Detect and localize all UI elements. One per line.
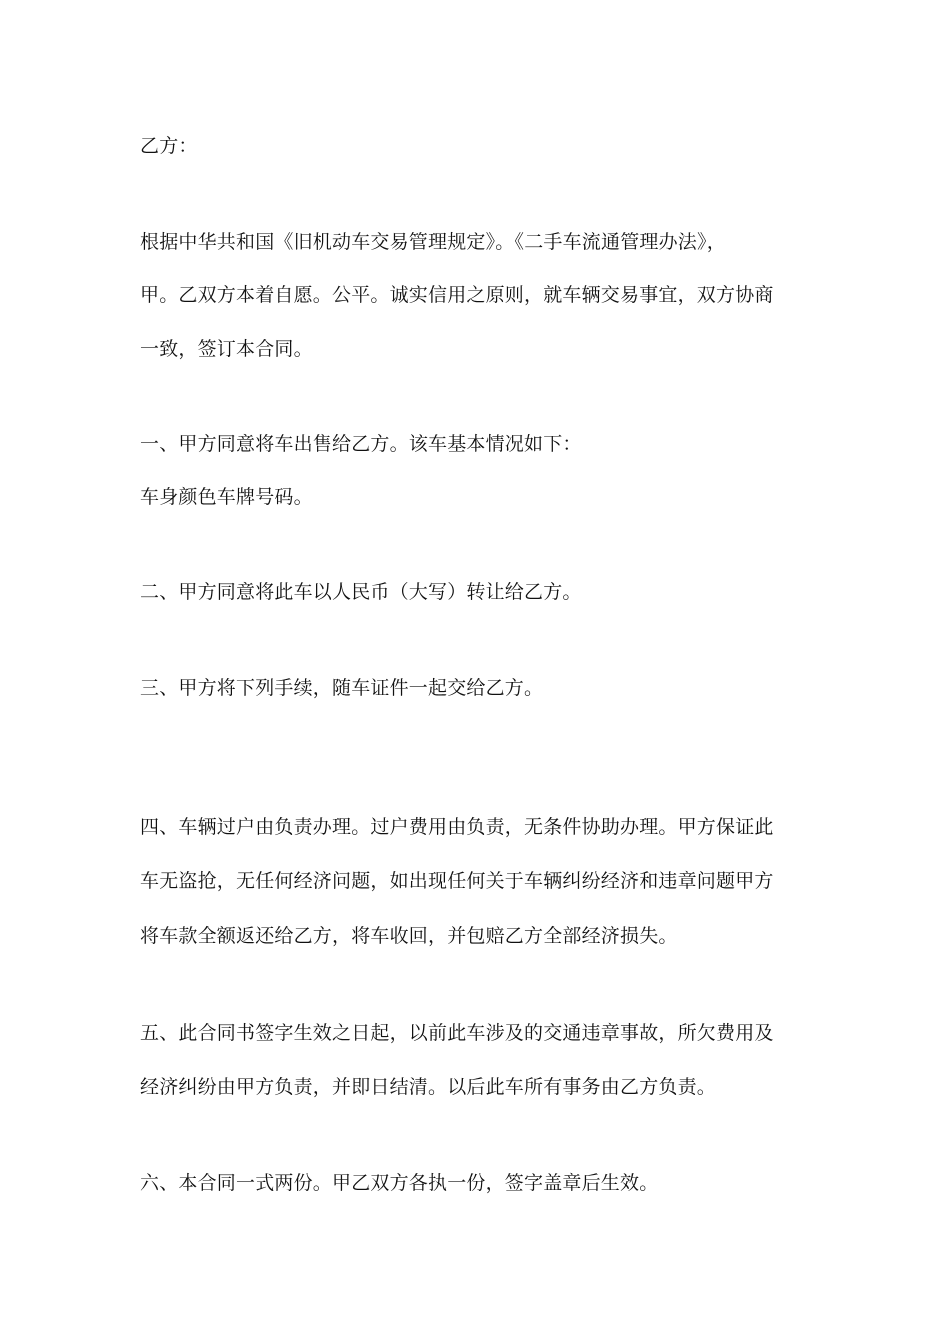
clause-3-line-1: 三、甲方将下列手续，随车证件一起交给乙方。	[140, 677, 544, 699]
preamble-line-3: 一致，签订本合同。	[140, 338, 313, 360]
clause-1-line-1: 一、甲方同意将车出售给乙方。该车基本情况如下：	[140, 433, 582, 455]
clause-2-line-1: 二、甲方同意将此车以人民币（大写）转让给乙方。	[140, 581, 582, 603]
clause-5-line-1: 五、此合同书签字生效之日起，以前此车涉及的交通违章事故，所欠费用及	[140, 1022, 774, 1044]
clause-4-line-1: 四、车辆过户由负责办理。过户费用由负责，无条件协助办理。甲方保证此	[140, 816, 774, 838]
clause-4-line-3: 将车款全额返还给乙方，将车收回，并包赔乙方全部经济损失。	[140, 925, 678, 947]
clause-1-line-2: 车身颜色车牌号码。	[140, 486, 313, 508]
party-b-label: 乙方：	[140, 135, 198, 157]
clause-4-line-2: 车无盗抢，无任何经济问题，如出现任何关于车辆纠纷经济和违章问题甲方	[140, 870, 774, 892]
clause-6-line-1: 六、本合同一式两份。甲乙双方各执一份，签字盖章后生效。	[140, 1172, 659, 1194]
clause-5-line-2: 经济纠纷由甲方负责，并即日结清。以后此车所有事务由乙方负责。	[140, 1076, 717, 1098]
preamble-line-1: 根据中华共和国《旧机动车交易管理规定》。《二手车流通管理办法》，	[140, 231, 726, 253]
preamble-line-2: 甲。乙双方本着自愿。公平。诚实信用之原则，就车辆交易事宜，双方协商	[140, 284, 774, 306]
